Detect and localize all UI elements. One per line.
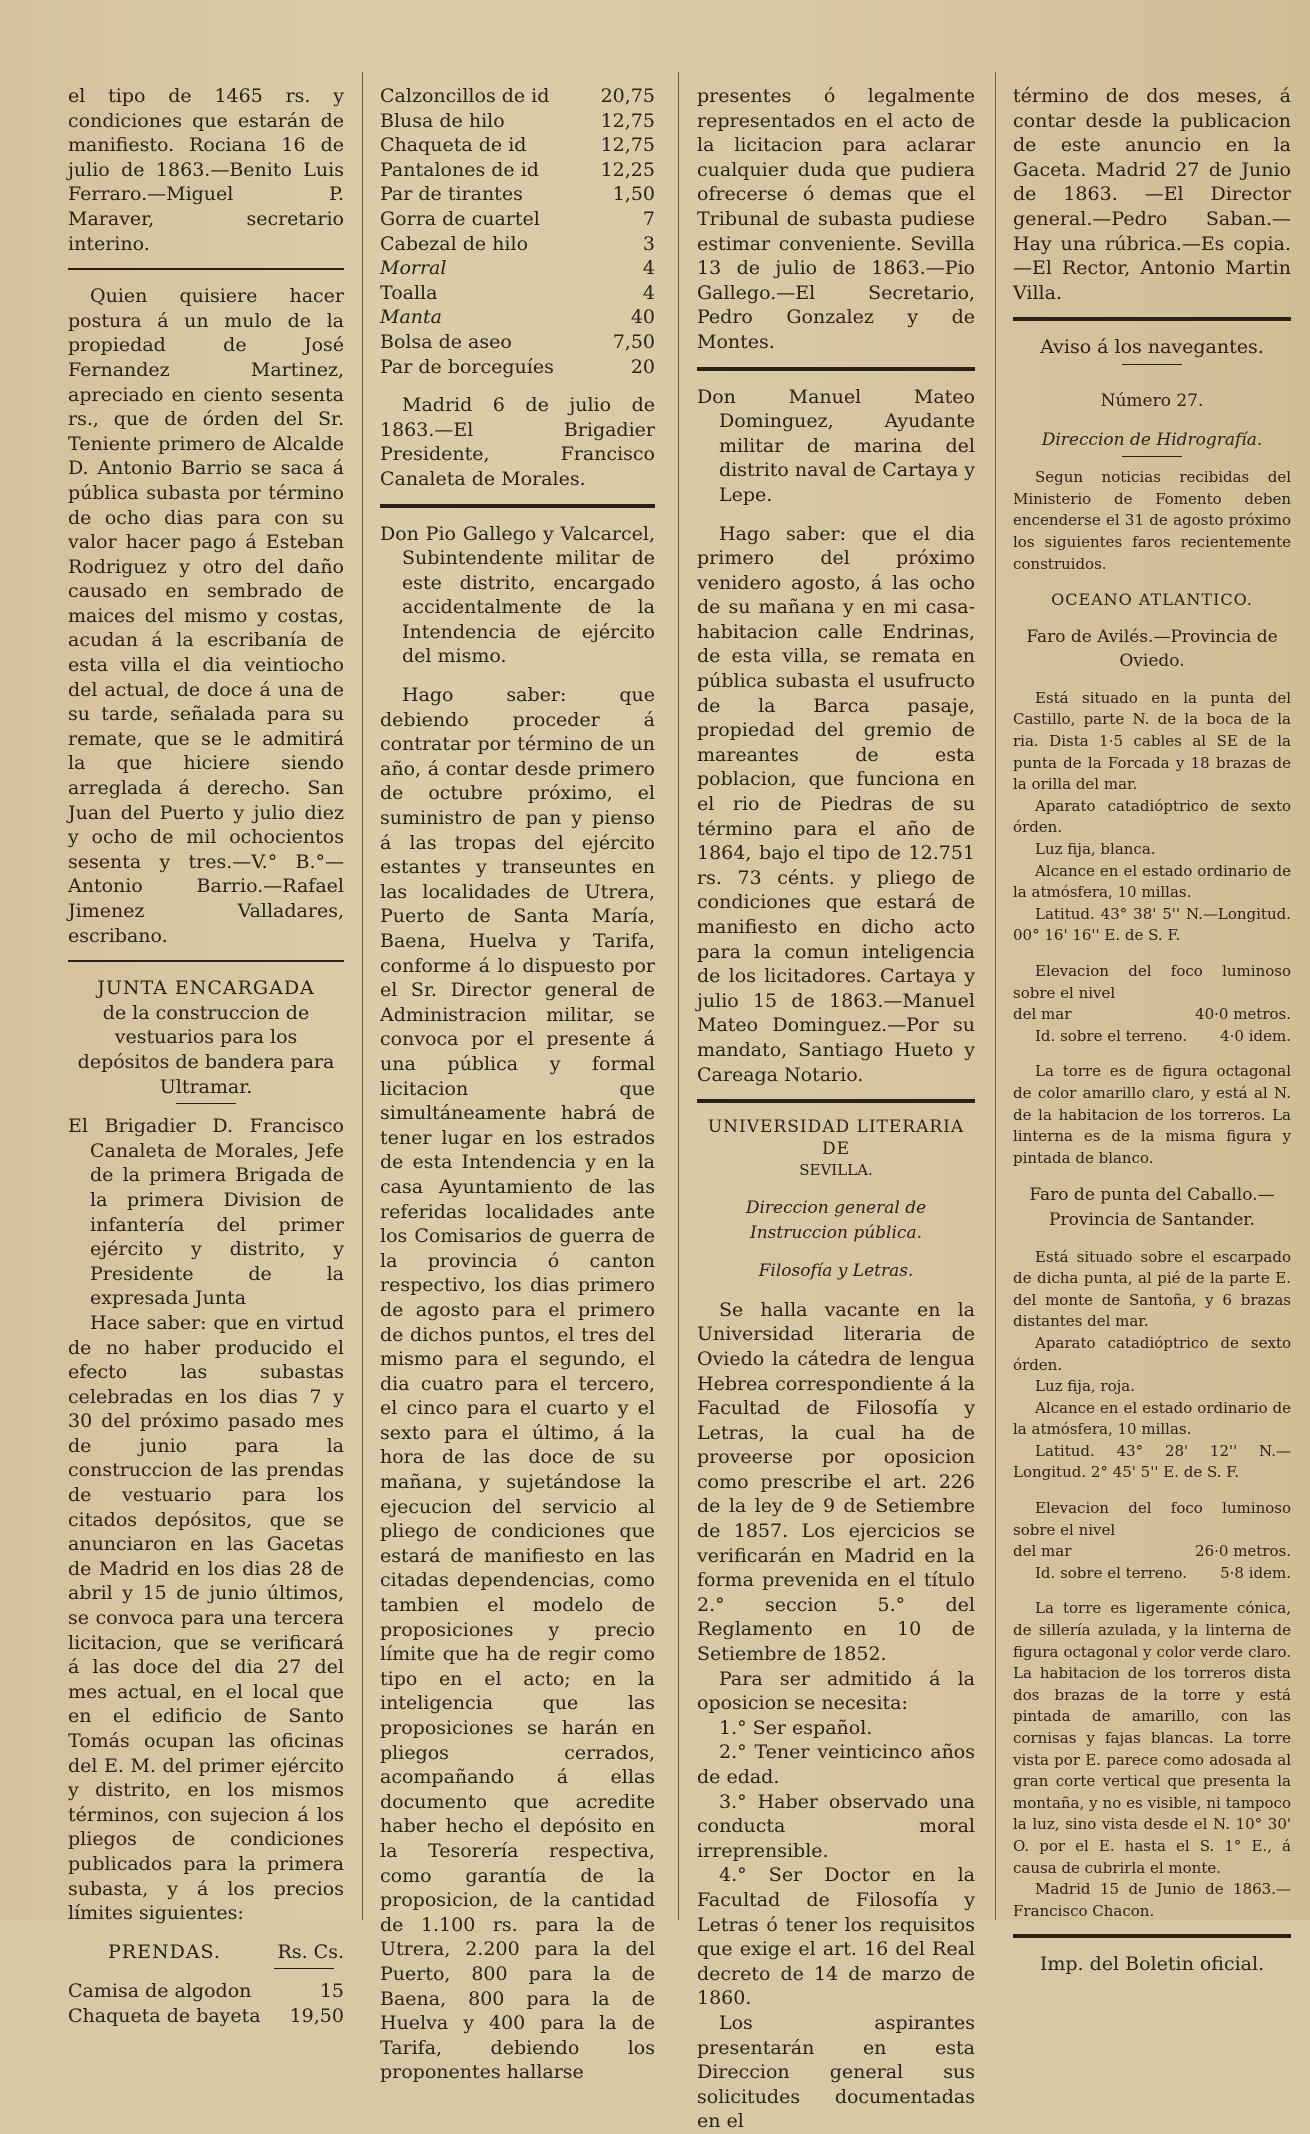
column-divider (362, 72, 363, 1920)
section-rule (697, 367, 975, 371)
price-row: Chaqueta de id 12,75 (380, 134, 655, 157)
faro-text: Luz fija, blanca. (1035, 840, 1156, 859)
price-header: PRENDAS. Rs. Cs. (108, 1940, 344, 1963)
column-1 (68, 84, 344, 2027)
junta-subtitle: de la construccion de vestuarios para los depósitos de bandera para Ultramar. (77, 1001, 335, 1098)
faro-text: Elevacion del foco luminoso sobre el nivel (1013, 962, 1291, 1002)
numero: Número 27. (1100, 390, 1204, 411)
direccion-hidrografia: Direccion de Hidrografía. (1041, 429, 1263, 450)
notice-aspirantes: Los aspirantes presentarán en esta Direccion general sus solicitudes documentadas en el (697, 2011, 975, 2133)
mateo-heading: Don Manuel Mateo Dominguez, Ayudante militar de marina del distrito naval de Cartaya y Lepe. (697, 385, 975, 506)
universidad-city: SEVILLA. (799, 1161, 873, 1180)
price-row: Camisa de algodon 15 (68, 1980, 344, 2003)
faro-text: Latitud. 43° 28' 12'' N.—Longitud. 2° 45' 5'' E. de S. F. (1013, 1441, 1291, 1482)
notice-mulo: Quien quisiere hacer postura á un mulo de la propiedad de José Fernandez Martinez, apreciado en ciento sesenta rs., que de órden del Sr. Teniente primero de Alcalde D. Antonio Barrio se saca á pública subasta por término de ocho dias para con su valor hacer pago á Esteban Rodriguez y otro del daño causado en sembrado de maices del mismo y costas, acudan á la escribanía de esta villa el dia veintiocho del actual, de doce á una de su tarde, señalada para su remate, que se le admitirá la que hiciere siendo arreglada á derecho. San Juan del Puerto y julio diez y ocho de mil ochocientos sesenta y tres.—V.° B.°—Antonio Barrio.—Rafael Jimenez Valladares, escribano. (68, 285, 344, 947)
notice-catedra-cont: término de dos meses, á contar desde la publicacion de este anuncio en la Gaceta. Madrid 27 de Junio de 1863. —El Director general.—Pedro Saban.—Hay una rúbrica.—Es copia.—El Rector, Antonio Martin Villa. (1013, 85, 1291, 304)
column-divider (995, 72, 996, 1920)
price-row: Toalla 4 (380, 281, 655, 304)
faro-caballo-title: Faro de punta del Caballo.—Provincia de Santander. (1029, 1185, 1275, 1230)
requisito-2: 2.° Tener veinticinco años de edad. (697, 1741, 975, 1788)
column-3 (697, 84, 975, 2133)
faro-text: Alcance en el estado ordinario de la atmósfera, 10 millas. (1013, 1398, 1291, 1439)
price-row: Manta 40 (380, 306, 655, 329)
notice-suministro: Hago saber: que debiendo proceder á contratar por término de un año, á contar desde primero de octubre próximo, el suministro de pan y pienso á las tropas del ejército estantes y transeuntes en las localidades de Utrera, Puerto de Santa María, Baena, Huelva y Tarifa, conforme á lo dispuesto por el Sr. Director general de Administracion militar, se convoca por el presente á una pública y formal licitacion que simultáneamente habrá de tener lugar en los estrados de esta Intendencia y en la casa Ayuntamiento de las referidas localidades ante los Comisarios de guerra de la provincia ó canton respectivo, los dias primero de agosto para el primero de dichos puntos, el tres del mismo para el segundo, el dia cuatro para el tercero, el cinco para el cuarto y el sexto para el último, á la hora de las doce de su mañana, y sujetándose la ejecucion del servicio al pliego de condiciones que estará de manifiesto en las citadas dependencias, como tambien el modelo de proposiciones y precio límite que ha de regir como tipo en el acto; en la inteligencia que las proposiciones se harán en pliegos cerrados, acompañando á ellas documento que acredite haber hecho el depósito en la Tesorería respectiva, como garantía de la proposicion, de la cantidad de 1.100 rs. para la de Utrera, 2.200 para la del Puerto, 800 para la de Baena, 800 para la de Huelva y 400 para la de Tarifa, debiendo los proponentes hallarse (380, 684, 655, 2084)
notice-barca: Hago saber: que el dia primero del próximo venidero agosto, á las ocho de su mañana y en mi casa-habitacion calle Endrinas, de esta villa, se remata en pública subasta el usufructo de la Barca pasaje, propiedad del gremio de mareantes de esta poblacion, que funciona en el rio de Piedras de su término para el año de 1864, bajo el tipo de 12.751 rs. 73 cénts. y pliego de condiciones que estará de manifiesto en dicho acto para la comun inteligencia de los licitadores. Cartaya y julio 15 de 1863.—Manuel Mateo Dominguez.—Por su mandato, Santiago Hueto y Careaga Notario. (697, 522, 975, 1086)
short-rule (176, 1103, 236, 1104)
faro-text: Elevacion del foco luminoso sobre el nivel (1013, 1499, 1291, 1539)
requisitos-intro: Para ser admitido á la oposicion se necesita: (697, 1667, 975, 1715)
short-rule (1122, 456, 1182, 457)
section-rule (1013, 317, 1291, 321)
direccion-instruccion: Direccion general de Instruccion pública. (745, 1197, 927, 1243)
price-row: Cabezal de hilo 3 (380, 232, 655, 255)
section-rule (380, 504, 655, 508)
section-rule (697, 1099, 975, 1103)
filosofia-letras: Filosofía y Letras. (758, 1261, 914, 1282)
oceano-atlantico: OCEANO ATLANTICO. (1051, 590, 1253, 610)
price-row: Pantalones de id 12,25 (380, 158, 655, 181)
brigadier-heading: El Brigadier D. Francisco Canaleta de Morales, Jefe de la primera Brigada de la primera Division de infantería del primer ejército y distrito, y Presidente de la expresada Junta (68, 1115, 344, 1310)
faro-text: La torre es ligeramente cónica, de sillería azulada, y la linterna de figura octagonal y color verde claro. La habitacion de los torreros dista dos brazas de la torre y está pintada de amarillo, con las cornisas y fajas blancas. La torre vista por E. parece como adosada al gran corte vertical que presenta la montaña, y no es visible, ni tampoco la luz, sino vista desde el N. 10° 30' O. por el E. hasta el S. 1° E., á causa de cubrirla el monte. (1013, 1599, 1291, 1877)
notice-catedra: Se halla vacante en la Universidad literaria de Oviedo la cátedra de lengua Hebrea correspondiente á la Facultad de Filosofía y Letras, la cual ha de proveerse por oposicion como prescribe el art. 226 de la ley de 9 de Setiembre de 1857. Los ejercicios se verificarán en Madrid en la forma prevenida en el título 2.° seccion 5.° del Reglamento en 10 de Setiembre de 1852. (697, 1298, 975, 1666)
faro-text: Aparato catadióptrico de sexto órden. (1013, 1333, 1291, 1374)
faro-aviles-title: Faro de Avilés.—Provincia de Oviedo. (1026, 626, 1278, 672)
price-row: Calzoncillos de id 20,75 (380, 85, 655, 107)
requisito-4: 4.° Ser Doctor en la Facultad de Filosofía y Letras ó tener los requisitos que exige el art. 16 del Real decreto de 14 de marzo de 1860. (697, 1864, 975, 2010)
faro-text: La torre es de figura octagonal de color amarillo claro, y está al N. de la habitacion de los torreros. La linterna es de la misma figura y pintada de blanco. (1013, 1062, 1291, 1167)
junta-signature: Madrid 6 de julio de 1863.—El Brigadier Presidente, Francisco Canaleta de Morales. (380, 394, 655, 490)
elevation-row: Id. sobre el terreno. 4·0 idem. (1035, 1026, 1291, 1045)
column-divider (678, 72, 679, 1920)
column-2 (380, 84, 655, 2084)
section-rule (68, 268, 344, 270)
intro-faros: Segun noticias recibidas del Ministerio de Fomento deben encenderse el 31 de agosto próximo los siguientes faros recientemente construidos. (1013, 468, 1291, 573)
short-rule (274, 1968, 334, 1969)
elevation-row: del mar 26·0 metros. (1013, 1542, 1291, 1561)
hidrografia-signature: Madrid 15 de Junio de 1863.—Francisco Chacon. (1013, 1880, 1291, 1920)
section-rule (68, 960, 344, 962)
imprenta: Imp. del Boletin oficial. (1039, 1953, 1265, 1976)
price-row: Chaqueta de bayeta 19,50 (68, 2004, 344, 2027)
elevation-row: del mar 40·0 metros. (1013, 1005, 1291, 1024)
universidad-title: UNIVERSIDAD LITERARIA DE (707, 1117, 965, 1159)
price-row: Bolsa de aseo 7,50 (380, 330, 655, 353)
faro-text: Alcance en el estado ordinario de la atmósfera, 10 millas. (1013, 861, 1291, 902)
junta-title: JUNTA ENCARGADA (97, 977, 315, 1000)
section-rule (1013, 1934, 1291, 1938)
faro-text: Está situado sobre el escarpado de dicha punta, al pié de la parte E. del monte de Santoña, y 6 brazas distantes del mar. (1013, 1247, 1291, 1331)
requisito-1: 1.° Ser español. (719, 1716, 873, 1739)
price-row: Morral 4 (380, 257, 655, 280)
notice-suministro-cont: presentes ó legalmente representados en el acto de la licitacion para aclarar cualquier duda que pudiera ofrecerse ó demas que el Tribunal de subasta pudiese estimar conveniente. Sevilla 13 de julio de 1863.—Pio Gallego.—El Secretario, Pedro Gonzalez y de Montes. (697, 85, 975, 353)
requisito-3: 3.° Haber observado una conducta moral irreprensible. (697, 1790, 975, 1862)
faro-text: Luz fija, roja. (1035, 1377, 1135, 1396)
faro-text: Aparato catadióptrico de sexto órden. (1013, 796, 1291, 837)
column-4 (1013, 84, 1291, 1976)
price-row: Par de borceguíes 20 (380, 355, 655, 378)
notice-vestuario: Hace saber: que en virtud de no haber producido el efecto las subastas celebradas en los dias 7 y 30 del próximo pasado mes de junio para la construccion de las prendas de vestuario para los citados depósitos, que se anunciaron en las Gacetas de Madrid en los dias 28 de abril y 15 de junio últimos, se convoca para una tercera licitacion, que se verificará á las doce del dia 27 del mes actual, en el local que en el edificio de Santo Tomás ocupan las oficinas del E. M. del primer ejército y distrito, en los mismos términos, con sujecion á los pliegos de condiciones publicados para la primera subasta, y á los precios límites siguientes: (68, 1311, 344, 1925)
pio-gallego-heading: Don Pio Gallego y Valcarcel, Subintendente militar de este distrito, encargado accidentalmente de la Intendencia de ejército del mismo. (380, 522, 655, 668)
short-rule (1122, 364, 1182, 365)
elevation-row: Id. sobre el terreno. 5·8 idem. (1035, 1563, 1291, 1582)
price-row: Par de tirantes 1,50 (380, 183, 655, 206)
faro-text: Está situado en la punta del Castillo, parte N. de la boca de la ria. Dista 1·5 cables al SE de la punta de la Forcada y 18 brazas de la orilla del mar. (1013, 688, 1291, 794)
notice-rociana: el tipo de 1465 rs. y condiciones que estarán de manifiesto. Rociana 16 de julio de 1863.—Benito Luis Ferraro.—Miguel P. Maraver, secretario interino. (68, 85, 344, 255)
price-row: Gorra de cuartel 7 (380, 207, 655, 230)
aviso-navegantes: Aviso á los navegantes. (1040, 336, 1264, 359)
faro-text: Latitud. 43° 38' 5'' N.—Longitud. 00° 16' 16'' E. de S. F. (1013, 904, 1291, 945)
price-row: Blusa de hilo 12,75 (380, 109, 655, 132)
